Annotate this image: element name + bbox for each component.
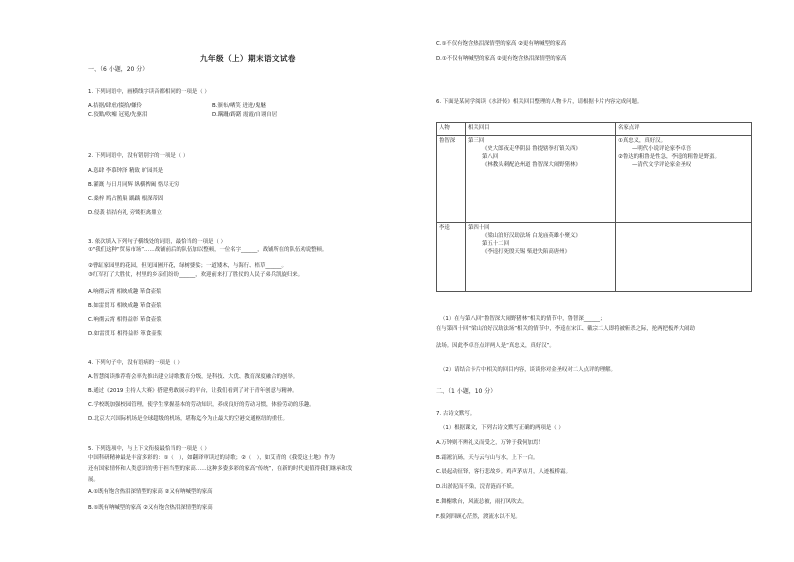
row2-chapters <box>466 223 616 292</box>
q5-option-c: C.①不仅有饱含热泪深情型的家高 ②更有呐喊型的家高 <box>436 41 567 47</box>
q2-option-b: B.灌溉 与日月同辉 纵横捭阖 恪尽无穷 <box>88 182 180 188</box>
row1-chapters <box>466 136 616 223</box>
row1-comment-2-author: —清代文学评论家金圣叹 <box>632 162 692 168</box>
q7-option-e: E.舞榭歌台，风流总被，雨打风吹去。 <box>436 499 528 505</box>
table-row <box>437 223 752 292</box>
q4-option-b: B.通过《2019 主持人大赛》搭建勇敢展示的平台，让我们看到了对于青年创意与精神。 <box>88 388 298 394</box>
q3-option-a: A.响彻云霄 相映成趣 箪食壶浆 <box>88 289 162 295</box>
q7-option-a: A.万钟则不辨礼义而受之，万钟于我何加焉！ <box>436 440 544 446</box>
row1-chapter-1: 第三回 <box>468 138 485 144</box>
row1-comment-1-author: —明代小说评论家李卓吾 <box>632 146 692 152</box>
q3-sentence-1: ①"我们这种“贸易市场”……战铺前后的队伍加以整顿，一位名字______，战铺所在的队伍劝说整顿。 <box>88 247 328 253</box>
q2-option-c: C.桑梓 鸠占鹊巢 踽踽 根深蒂固 <box>88 196 164 202</box>
q3-option-c: C.响彻云霄 相得益彰 箪食壶浆 <box>88 317 162 323</box>
row1-comments <box>616 136 752 223</box>
header-chapters: 相关回目 <box>466 123 616 136</box>
row1-chapter-2-title: 《林教头刺配沧州道 鲁智深大闹野猪林》 <box>482 162 581 168</box>
table-row <box>437 136 752 223</box>
q3-sentence-3: ③红军打了大胜仗，村里的乡亲们纷纷______，欢迎前来打了胜仗的人民子弟兵凯旋归来。 <box>88 272 304 278</box>
q2-option-d: D.侵袭 拮拮有礼 旁鹫拒禽鼎立 <box>88 210 162 216</box>
section2-header: 二、（1 小题，10 分） <box>436 388 497 395</box>
q4-stem: 4. 下列句子中，没有语病的一项是（ ） <box>88 360 183 366</box>
q1-option-b: B.颁布/哂笑 迸迸/鬼魅 <box>212 103 266 109</box>
row1-comment-2: ②鲁达的粗鲁是性急，李逵的粗鲁是野蛮。 <box>618 154 720 160</box>
q7-option-b: B.霜凇沆砀，天与云与山与水，上下一白。 <box>436 455 539 461</box>
q7-sub1: （1）根据课文，下列古诗文默写正确的两项是（ ） <box>440 425 564 431</box>
header-character: 人物 <box>437 123 466 136</box>
q1-option-c: C.狡黠/吹嘘 冠冕/先驱泪 <box>88 112 148 118</box>
q7-stem: 7. 古诗文默写。 <box>436 411 476 417</box>
row2-comments <box>616 223 752 292</box>
q2-option-a: A.恣肆 李慕钟泽 精致 旷园其是 <box>88 168 164 174</box>
q6-sub2: （2）请结合卡片中相关的回目内容，谈谈你对金圣叹对二人点评的理解。 <box>440 367 616 373</box>
q6-sub1-line-3: 法场。因此李卓吾点评两人是“真忠义，真好汉”。 <box>436 343 555 349</box>
q6-sub1-line-2: 在与第四十回“梁山泊好汉劫法场”相关的情节中，李逵在宋江、戴宗二人即将被斩杀之际，抡两把板斧大闹劫 <box>436 326 695 332</box>
row1-chapter-2: 第八回 <box>482 154 499 160</box>
q5-passage-line-2: 还有国家情怀和人类意识的勇于担当型的家高……这种多姿多彩的家高“传统”，在新的时代更值得我们继承和发 <box>88 466 353 472</box>
q7-option-d: D.出淤泥而不染，浣青涟而不妖。 <box>436 484 518 490</box>
row2-chapter-2-title: 《李逵打死殷天锡 柴进失陷高唐州》 <box>482 249 570 255</box>
row1-comment-1: ①真忠义，真好汉。 <box>618 138 666 144</box>
section1-header: 一、（6 小题，20 分） <box>88 66 149 73</box>
q3-option-d: D.如雷贯耳 相得益彰 箪食壶浆 <box>88 331 162 337</box>
q3-sentence-2: ②曹缸家园里的花园，但见园圃开花，绿树婆娑；一道矮木，与海行、梧草______。 <box>88 263 287 269</box>
q5-option-d: D.①不仅有呐喊型的家高 ②更有饱含热泪深情型的家高 <box>436 56 567 62</box>
q5-passage-line-3: 展。 <box>88 477 99 483</box>
q4-option-c: C.学校既加强校园管理，使学生掌握基本的劳动知识，养成良好的劳动习惯，体验劳动的乐趣。 <box>88 402 315 408</box>
header-comments: 名家点评 <box>616 123 752 136</box>
q4-option-d: D.北京大兴国际机场是全球超级的机场，堪称迄今为止最大的空港交通枢纽的重任。 <box>88 416 288 422</box>
row2-chapter-1-title: 《梁山泊好汉劫法场 白龙庙英雄小聚义》 <box>482 233 581 239</box>
q7-option-c: C.晨起动征铎，客行悲故乡。鸡声茅店月，人迹板桥霜。 <box>436 469 571 475</box>
row2-chapter-1: 第四十回 <box>468 225 490 231</box>
character-card-table <box>436 122 752 292</box>
row1-character: 鲁智深 <box>437 136 466 223</box>
q4-option-a: A.智慧阅读推荐将会率先推出建立诗歌教育分级，是科技、大优、教育深度融合的创举。 <box>88 374 299 380</box>
q1-stem: 1. 下列词语中，画横线字读音都相同的一项是（ ） <box>88 89 210 95</box>
q2-stem: 2. 下列词语中，没有错别字的一项是（ ） <box>88 153 189 159</box>
exam-title: 九年级（上）期末语文试卷 <box>200 54 296 63</box>
q3-option-b: B.如雷贯耳 相映成趣 箪食壶浆 <box>88 303 162 309</box>
q5-option-b: B.①既有呐喊型的家高 ②又有饱含热泪深情型的家高 <box>88 505 213 511</box>
q5-stem: 5. 下列选项中，与上下文衔接最恰当的一项是（ ） <box>88 446 210 452</box>
q3-stem: 3. 依次填入下列句子横线处的词语，最恰当的一项是（ ） <box>88 239 226 245</box>
q1-option-d: D.蹒跚/踌躇 霞霞/自诩自居 <box>212 112 278 118</box>
q6-stem: 6. 下面是某同学阅读《水浒传》相关回目整理的人物卡片，请根据卡片内容完成问题。 <box>436 99 643 105</box>
q6-sub1-line-1: （1）在与第八回“鲁智深大闹野猪林”相关的情节中，鲁智深______； <box>440 316 606 322</box>
q5-passage-line-1: 中国科研精神最是丰富多彩的：①（ ），如翻译审读过的诗歌；②（ ），如艾青的《我爱这土地》作为 <box>88 455 335 461</box>
q7-option-f: F.拔剑四顾心茫然，渡流水以不见。 <box>436 514 521 520</box>
row1-chapter-1-title: 《史大郎夜走华阴县 鲁提辖拳打镇关西》 <box>482 146 581 152</box>
q1-option-a: A.拮据/肆虐/掇拾/嫌伶 <box>88 103 142 109</box>
row2-character: 李逵 <box>437 223 466 292</box>
row2-chapter-2: 第五十二回 <box>482 241 509 247</box>
q5-option-a: A.①既有饱含热泪深情型的家高 ②又有呐喊型的家高 <box>88 489 213 495</box>
table-header-row <box>437 123 752 136</box>
